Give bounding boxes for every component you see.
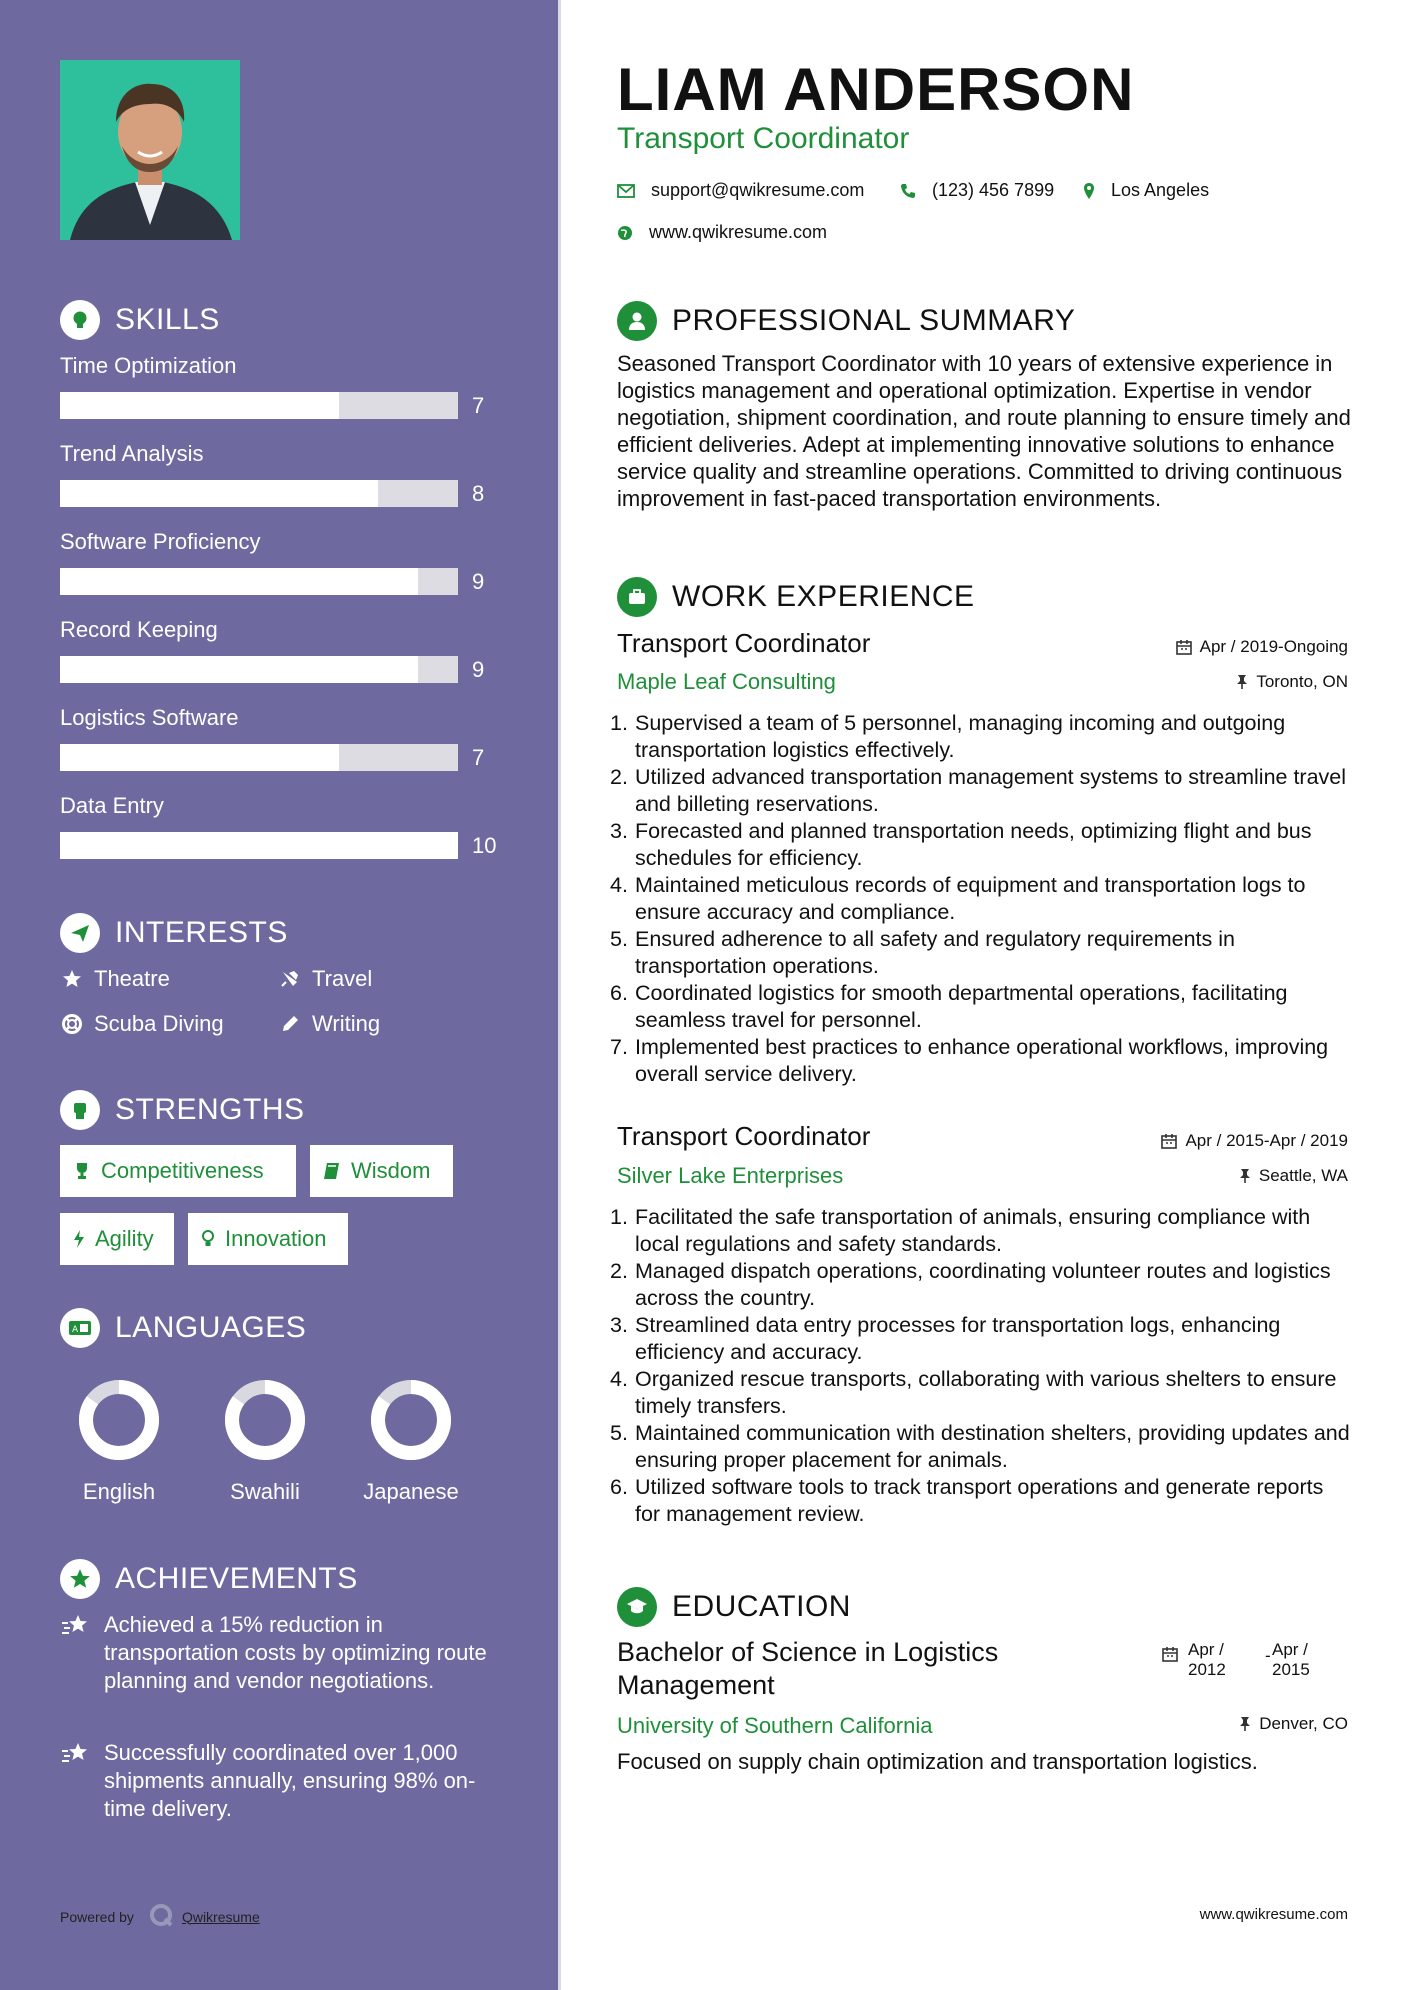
experience-title: WORK EXPERIENCE [672,580,975,613]
shooting-star-icon [60,1613,90,1695]
calendar-icon [1176,639,1192,655]
job-bullets [610,710,1350,1088]
language-item [64,1378,174,1505]
job-dates-text: Apr / 2015-Apr / 2019 [1185,1131,1348,1150]
skill-name: Logistics Software [60,705,239,730]
strength-label: Competitiveness [101,1158,264,1183]
job-bullet: 1. Supervised a team of 5 personnel, managing incoming and outgoing transportation logistics effectively. [610,711,1286,762]
language-icon [60,1308,100,1348]
strength-label: Wisdom [351,1158,431,1183]
job-location [1239,1166,1348,1186]
skills-section-header [60,300,220,340]
job-dates-text: Apr / 2019-Ongoing [1199,637,1348,656]
skill-name: Trend Analysis [60,441,204,466]
job-location [1236,672,1348,692]
skill-item [60,529,500,594]
bullet-text: Streamlined data entry processes for transportation logs, enhancing efficiency and accuracy. [635,1313,1281,1364]
summary-text: Seasoned Transport Coordinator with 10 years of extensive experience in logistics management and operational optimization. Expertise in vendor negotiation, shipment coordination, and route planning to ensure timely and efficient deliveries. Adept at implementing innovative solutions to enhance service quality and streamline operations. Committed to driving continuous improvement in fast-paced transportation environments. [617,351,1351,511]
job-dates [1176,637,1348,657]
location-text: Los Angeles [1111,180,1210,200]
skill-item [60,705,500,770]
interests-section-header [60,913,288,953]
bullet-text: Managed dispatch operations, coordinating volunteer routes and logistics across the country. [635,1259,1331,1310]
job-bullet: 6. Coordinated logistics for smooth departmental operations, facilitating seamless travel for personnel. [610,981,1288,1032]
bullet-text: Organized rescue transports, collaborating with various shelters to ensure timely transfers. [635,1367,1337,1418]
language-item [356,1378,466,1505]
fist-icon [60,1090,100,1130]
skill-fill [60,568,418,595]
achievement-text: Successfully coordinated over 1,000 shipments annually, ensuring 98% on-time delivery. [104,1740,476,1821]
lightbulb-icon [200,1229,216,1249]
map-pin-icon [1083,182,1095,200]
contact-location [1083,180,1209,201]
job-bullet: 5. Ensured adherence to all safety and regulatory requirements in transportation operations. [610,927,1235,978]
user-icon [617,301,657,341]
bullet-text: Maintained meticulous records of equipment and transportation logs to ensure accuracy and compliance. [635,873,1306,924]
star-badge-icon [60,1559,100,1599]
skill-level: 7 [472,745,485,770]
bullet-text: Coordinated logistics for smooth departmental operations, facilitating seamless travel for personnel. [635,981,1288,1032]
globe-icon [617,225,633,241]
contact-email [617,180,864,201]
strength-tag [310,1145,453,1197]
graduation-cap-icon [617,1587,657,1627]
skill-fill [60,480,378,507]
bullet-text: Utilized software tools to track transport operations and generate reports for management review. [635,1475,1324,1526]
language-donut [64,1378,174,1462]
languages-section-header [60,1308,306,1348]
skill-item [60,441,500,506]
language-label: Swahili [230,1479,300,1504]
email-text[interactable]: support@qwikresume.com [651,180,865,200]
job-bullet: 2. Managed dispatch operations, coordinating volunteer routes and logistics across the country. [610,1259,1331,1310]
strength-tag [188,1213,348,1265]
strength-label: Innovation [225,1226,327,1251]
strength-tag [60,1145,296,1197]
achievements-section-header [60,1559,358,1599]
bullet-text: Maintained communication with destination shelters, providing updates and ensuring proper placement for animals. [635,1421,1350,1472]
phone-icon [900,183,916,199]
job-bullet: 3. Streamlined data entry processes for transportation logs, enhancing efficiency and accuracy. [610,1313,1281,1364]
interest-label: Theatre [94,966,170,991]
skill-bar [60,568,458,595]
skill-level: 8 [472,481,485,506]
paper-plane-icon [60,913,100,953]
skill-bar [60,480,458,507]
skills-title: SKILLS [115,303,220,336]
trophy-icon [72,1161,92,1181]
candidate-name: LIAM ANDERSON [617,56,1135,123]
education-description: Focused on supply chain optimization and transportation logistics. [617,1749,1258,1774]
profile-photo [60,60,240,240]
skill-level: 9 [472,569,485,594]
summary-section-header [617,301,1075,341]
job-bullet: 3. Forecasted and planned transportation needs, optimizing flight and bus schedules for efficiency. [610,819,1312,870]
skill-level: 10 [472,833,497,858]
skill-fill [60,656,418,683]
job-bullet: 6. Utilized software tools to track transport operations and generate reports for management review. [610,1475,1324,1526]
pushpin-icon [1239,1168,1251,1184]
life-ring-icon [60,1013,84,1035]
job-company: Maple Leaf Consulting [617,669,836,694]
job-company: Silver Lake Enterprises [617,1163,844,1188]
languages-title: LANGUAGES [115,1311,307,1344]
interest-item [278,966,372,992]
language-label: Japanese [363,1479,459,1504]
job-bullet: 2. Utilized advanced transportation management systems to streamline travel and billeting reservations. [610,765,1347,816]
skill-bar [60,744,458,771]
qwikresume-logo-icon [148,1902,174,1931]
interests-title: INTERESTS [115,916,288,949]
skill-name: Data Entry [60,793,164,818]
svg-text:A: A [72,1325,79,1335]
contact-website [617,222,827,243]
job-location-text: Seattle, WA [1258,1166,1348,1185]
interest-label: Scuba Diving [94,1011,224,1036]
summary-title: PROFESSIONAL SUMMARY [672,304,1076,337]
achievements-title: ACHIEVEMENTS [115,1562,358,1595]
interest-label: Travel [312,966,373,991]
education-end-date [1272,1640,1310,1680]
candidate-role: Transport Coordinator [617,122,910,155]
briefcase-icon [617,577,657,617]
strength-label: Agility [95,1226,154,1251]
achievement-text: Achieved a 15% reduction in transportation costs by optimizing route planning and vendor negotiations. [104,1612,487,1693]
calendar-icon [1162,1646,1178,1667]
education-title: EDUCATION [672,1590,851,1623]
bullet-text: Facilitated the safe transportation of animals, ensuring compliance with local regulations and safety standards. [635,1205,1311,1256]
language-donut [356,1378,466,1462]
strengths-section-header [60,1090,305,1130]
website-text[interactable]: www.qwikresume.com [649,222,828,242]
skill-bar [60,656,458,683]
education-date-dash: - [1265,1646,1271,1665]
skill-bar [60,832,458,859]
bullet-text: Implemented best practices to enhance operational workflows, improving overall service delivery. [635,1035,1329,1086]
skill-item [60,793,500,858]
job-bullet: 4. Organized rescue transports, collaborating with various shelters to ensure timely transfers. [610,1367,1337,1418]
pushpin-icon [1236,674,1248,690]
interest-label: Writing [312,1011,381,1036]
job-bullet: 4. Maintained meticulous records of equipment and transportation logs to ensure accuracy and compliance. [610,873,1306,924]
powered-by-label: Powered by [60,1908,134,1925]
sidebar [0,0,558,1990]
job-title: Transport Coordinator [617,628,871,658]
pencil-icon [278,1014,302,1034]
job-bullet: 1. Facilitated the safe transportation of animals, ensuring compliance with local regulations and safety standards. [610,1205,1311,1256]
skill-name: Time Optimization [60,353,237,378]
plane-icon [278,969,302,989]
contact-phone [900,180,1054,201]
powered-by [60,1902,260,1931]
job-bullet: 7. Implemented best practices to enhance operational workflows, improving overall service delivery. [610,1035,1329,1086]
star-icon [60,969,84,989]
skill-name: Record Keeping [60,617,218,642]
bolt-icon [72,1229,86,1249]
education-section-header [617,1587,851,1627]
experience-section-header [617,577,975,617]
pushpin-icon [1239,1716,1251,1732]
education-start-date [1188,1640,1226,1680]
bullet-text: Forecasted and planned transportation needs, optimizing flight and bus schedules for efficiency. [635,819,1312,870]
book-icon [322,1161,342,1181]
lightbulb-icon [60,300,100,340]
achievement-item [60,1739,500,1823]
strengths-title: STRENGTHS [115,1093,305,1126]
interest-item [60,1011,224,1037]
interest-item [278,1011,380,1037]
job-bullets [610,1204,1350,1528]
skill-fill [60,832,458,859]
job-location-text: Toronto, ON [1256,672,1348,691]
strength-tag [60,1213,174,1265]
education-degree: Bachelor of Science in Logistics Management [617,1637,999,1700]
envelope-icon [617,184,635,198]
language-donut [210,1378,320,1462]
phone-text[interactable]: (123) 456 7899 [932,180,1055,200]
job-dates [1161,1131,1348,1151]
skill-name: Software Proficiency [60,529,261,554]
footer-url[interactable]: www.qwikresume.com [1199,1906,1348,1923]
skill-level: 7 [472,393,485,418]
skill-level: 9 [472,657,485,682]
bullet-text: Utilized advanced transportation management systems to streamline travel and billeting reservations. [635,765,1347,816]
education-end-year: 2015 [1272,1660,1310,1679]
qwikresume-link[interactable]: Qwikresume [181,1908,260,1925]
skill-fill [60,744,339,771]
education-location-text: Denver, CO [1259,1714,1348,1733]
language-item [210,1378,320,1505]
shooting-star-icon [60,1741,90,1823]
education-location [1239,1714,1348,1734]
skill-fill [60,392,339,419]
job-title: Transport Coordinator [617,1121,871,1151]
education-school: University of Southern California [617,1713,933,1738]
skill-bar [60,392,458,419]
bullet-text: Ensured adherence to all safety and regulatory requirements in transportation operations. [635,927,1235,978]
achievement-item [60,1611,500,1695]
column-divider [558,0,561,1990]
education-start-month: Apr / [1188,1640,1224,1659]
calendar-icon [1161,1133,1177,1149]
interest-item [60,966,170,992]
education-end-month: Apr / [1272,1640,1308,1659]
job-bullet: 5. Maintained communication with destination shelters, providing updates and ensuring proper placement for animals. [610,1421,1350,1472]
language-label: English [82,1479,156,1504]
skill-item [60,353,500,418]
education-start-year: 2012 [1188,1660,1226,1679]
bullet-text: Supervised a team of 5 personnel, managing incoming and outgoing transportation logistics effectively. [635,711,1286,762]
skill-item [60,617,500,682]
